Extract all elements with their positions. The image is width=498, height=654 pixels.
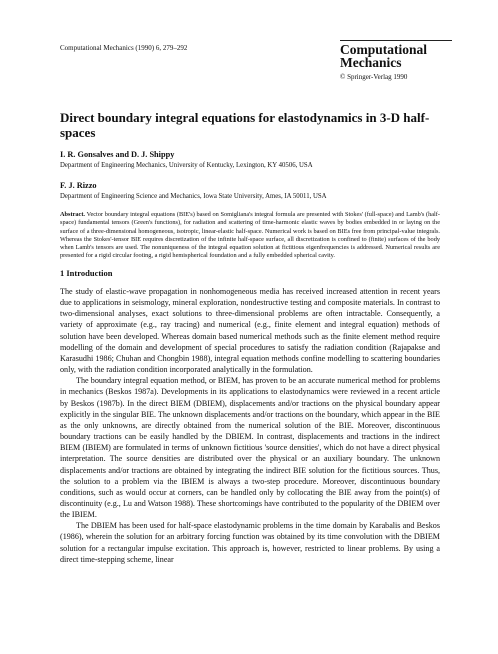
paragraph: The DBIEM has been used for half-space elastodynamic problems in the time domain by Karabalis and Beskos (1986), wherein the solution for an arbitrary forcing function was obtained by its time convolution with the DBIEM solution for a rectangular impulse excitation. This approach is, however, restricted to linear problems. By using a direct time-stepping scheme, linear [60,521,440,564]
copyright-notice: © Springer-Verlag 1990 [340,73,408,81]
journal-brand [340,40,452,81]
abstract-label: Abstract. [60,211,86,218]
abstract [60,211,440,261]
author-names: F. J. Rizzo [60,181,97,190]
journal-citation: Computational Mechanics (1990) 6, 279–292 [60,44,188,52]
abstract-text: Vector boundary integral equations (BIE's) based on Somigliana's integral formula are presented with Stokes' (full-space) and Lamb's (half-space) fundamental tensors (Green's functions), for radiation and scattering of time-harmonic elastic waves by bodies embedded in or laying on the surface of a three-dimensional homogeneous, isotropic, linear-elastic half-space. Numerical work is based on BIEs free from principal-value integrals. Whereas the Stokes'-tensor BIE requires discretization of the infinite half-space surface, all discretization is confined to (finite) surfaces of the body when Lamb's tensors are used. The nonuniqueness of the integral equation solution at fictitious eigenfrequencies is addressed. Numerical results are presented for a rigid circular footing, a rigid hemispherical foundation and a fully embedded spherical cavity. [60,211,440,260]
paragraph: The study of elastic-wave propagation in nonhomogeneous media has received increased attention in recent years due to applications in seismology, mineral exploration, nondestructive testing and composite materials. In contrast to two-dimensional analyses, exact solutions to three-dimensional problems are often intractable. Consequently, a variety of approximate (e.g., ray tracing) and numerical (e.g., finite element and integral equation) methods of solution have been developed. Whereas domain based numerical methods such as the finite element method require modelling of the domain and development of special procedures to satisfy the radiation condition (Rajapakse and Karasudhi 1986; Chuhan and Chongbin 1988), integral equation methods confine modelling to scattering boundaries only, with the radiation condition incorporated analytically in the formulation. [60,287,440,375]
brand-name-line2: Mechanics [340,55,402,70]
paper-title: Direct boundary integral equations for elastodynamics in 3-D half-spaces [60,110,430,140]
brand-rule [340,40,452,41]
paragraph: The boundary integral equation method, or BIEM, has proven to be an accurate numerical method for problems in mechanics (Beskos 1987a). Developments in its applications to elastodynamics were reviewed in a recent article by Beskos (1987b). In the direct BIEM (DBIEM), displacements and/or tractions on the physical boundary appear explicitly in the singular BIE. The unknown displacements and/or tractions on the boundary, which appear in the BIE as the only unknowns, are directly obtained from the numerical solution of the BIE. Moreover, discontinuous boundary tractions can be easily handled by the DBIEM. In contrast, displacements and tractions in the indirect BIEM (IBIEM) are formulated in terms of unknown fictitious 'source densities', which do not have a direct physical interpretation. The source densities are distributed over the physical or an auxiliary boundary. The unknown displacements and/or tractions are obtained by integrating the indirect BIE solution for the fictitious sources. Thus, the solution to a problem via the IBIEM is always a two-step procedure. Moreover, discontinuous boundary conditions, such as would occur at corners, can be handled only by collocating the BIE away from the point(s) of discontinuity (e.g., Lu and Watson 1988). These shortcomings have contributed to the popularity of the DBIEM over the IBIEM. [60,376,440,520]
author-names: I. R. Gonsalves and D. J. Shippy [60,150,175,159]
section-heading: 1 Introduction [60,268,113,278]
author-affiliation: Department of Engineering Mechanics, University of Kentucky, Lexington, KY 40506, USA [60,162,313,169]
body-text [60,286,440,565]
brand-name-line1: Computational [340,42,428,57]
author-affiliation: Department of Engineering Science and Mechanics, Iowa State University, Ames, IA 50011, USA [60,193,327,200]
